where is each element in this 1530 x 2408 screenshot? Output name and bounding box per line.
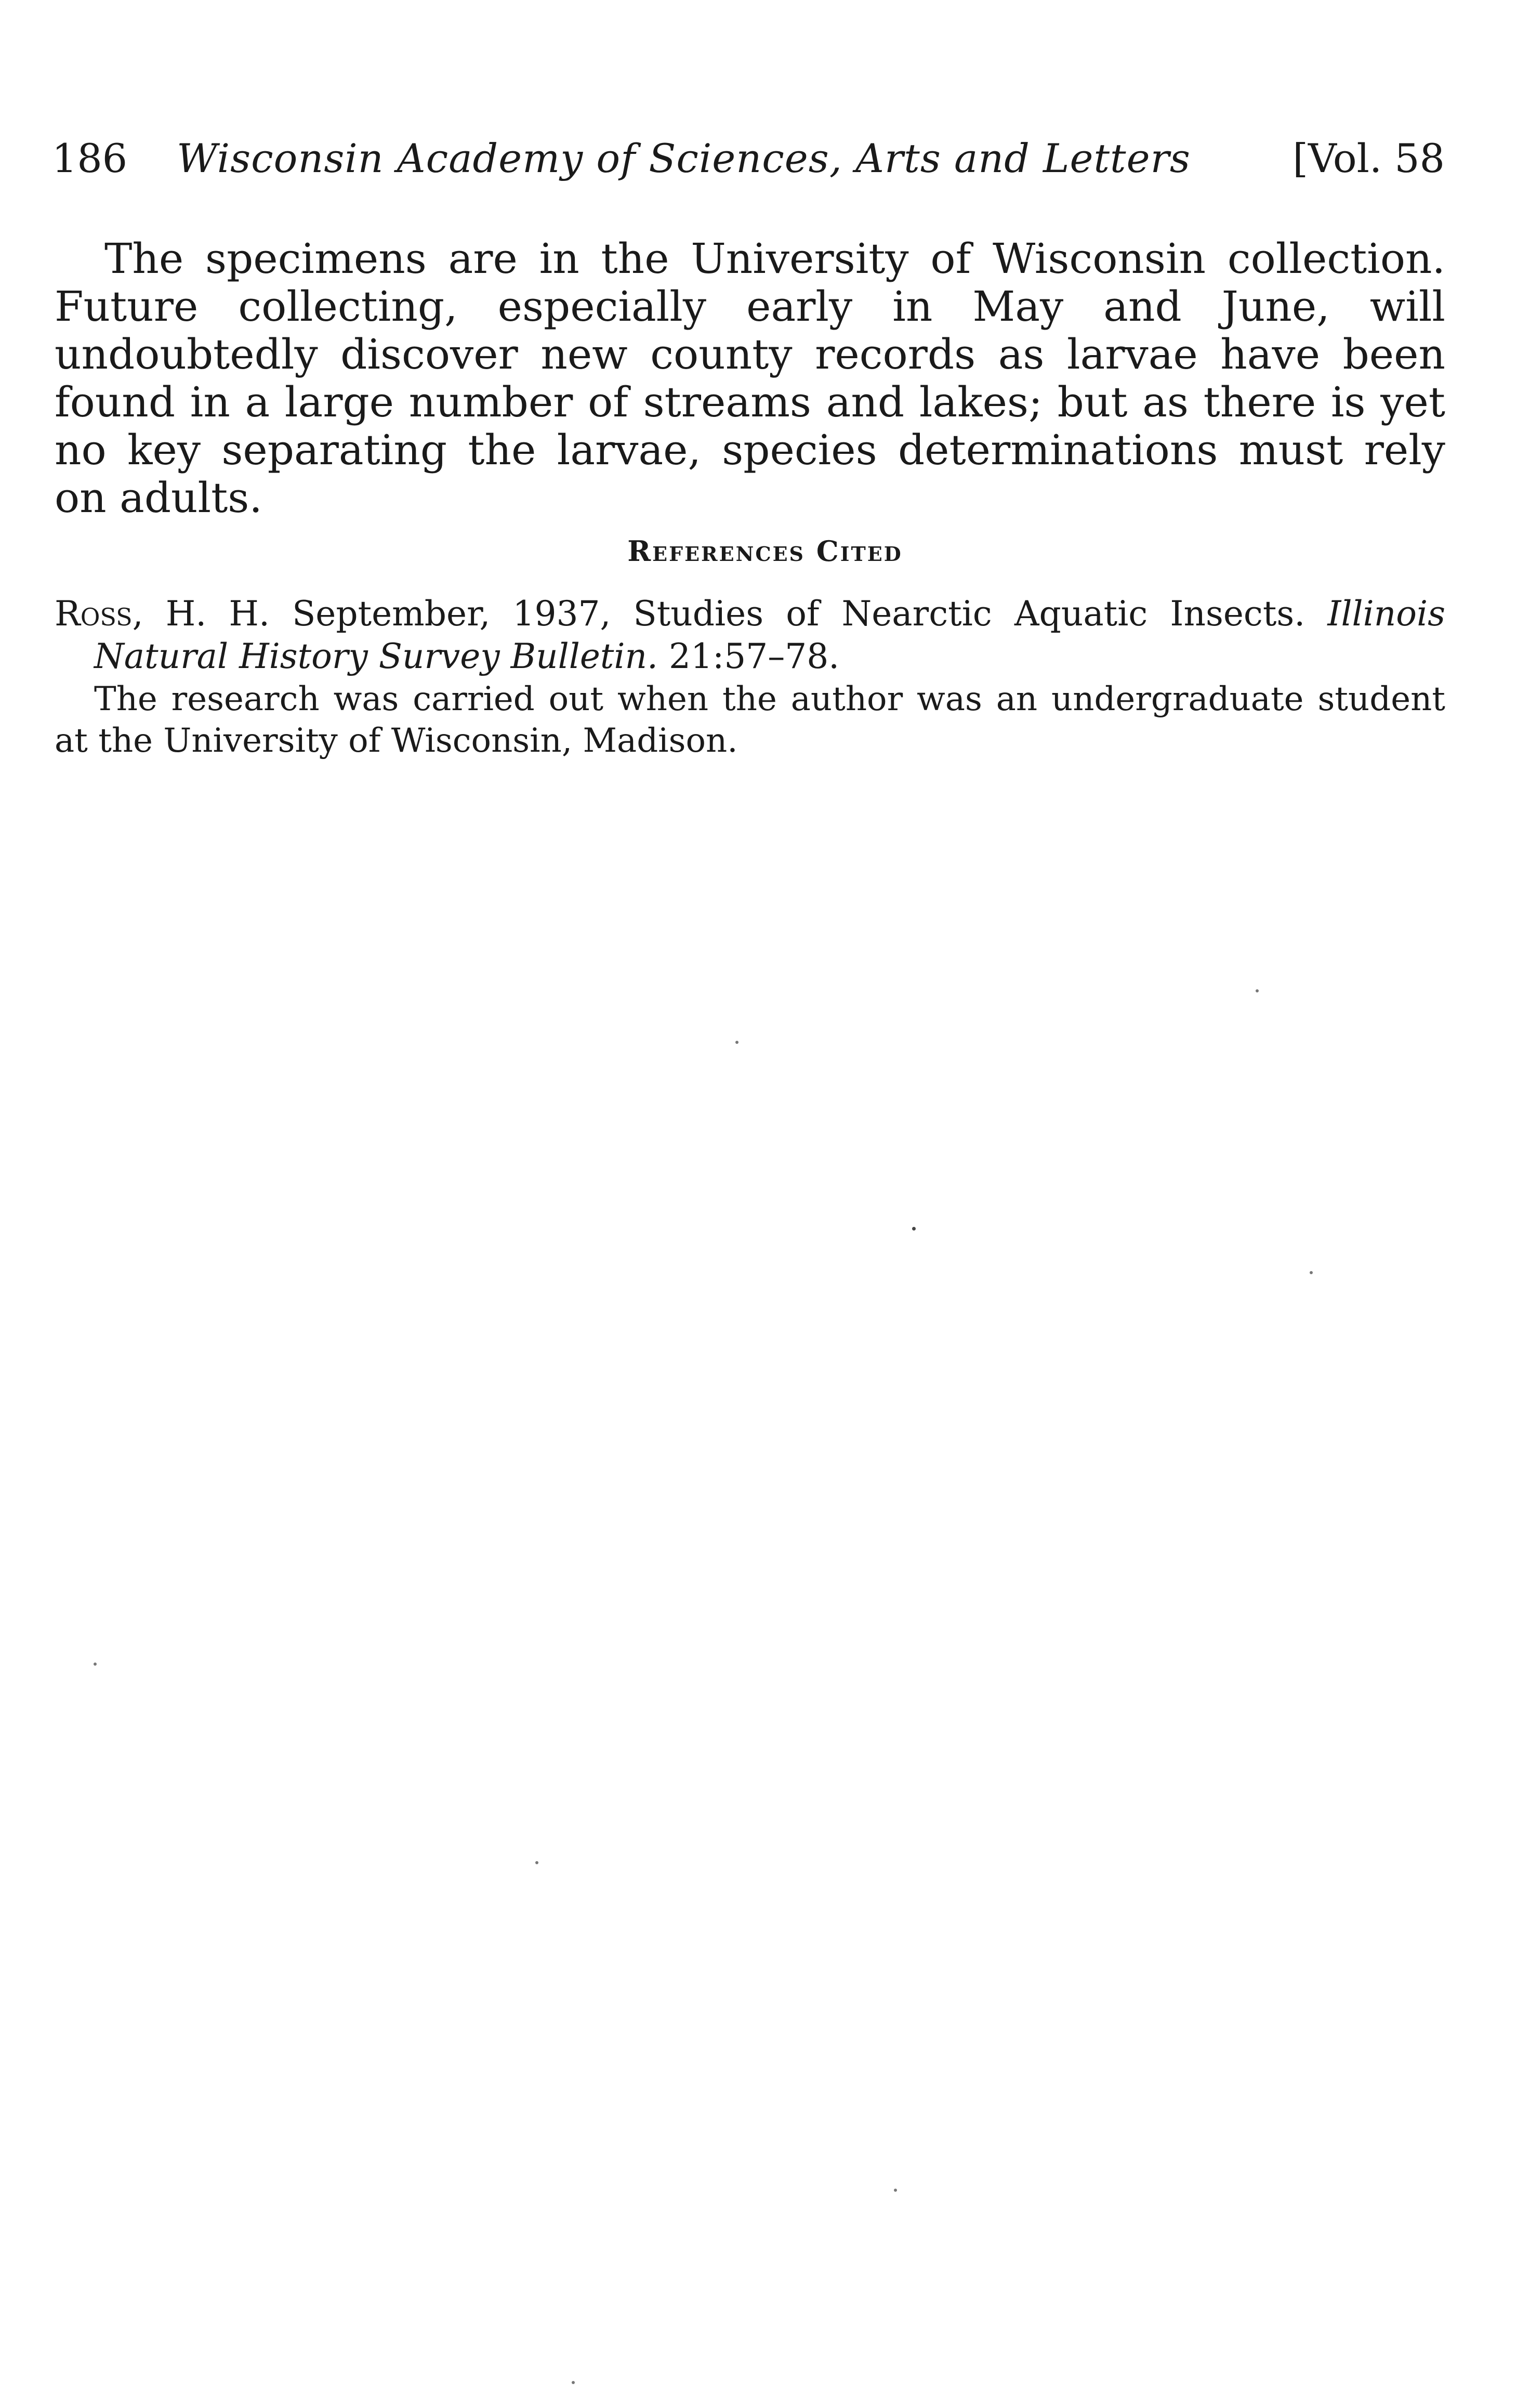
scan-speck	[894, 2189, 897, 2192]
reference-journal: Illinois Natural History Survey Bulletin.	[94, 594, 1445, 676]
reference-citation: 21:57–78.	[658, 636, 840, 676]
references-heading: References Cited	[627, 534, 903, 568]
scan-speck	[535, 1861, 538, 1864]
scan-speck	[1256, 989, 1259, 992]
scan-speck	[572, 2381, 575, 2384]
scan-speck	[1310, 1271, 1313, 1274]
running-header	[52, 130, 1445, 187]
scan-speck	[735, 1041, 738, 1044]
volume-number: [Vol. 58	[1292, 135, 1445, 181]
scan-speck	[94, 1663, 97, 1666]
scan-speck	[912, 1227, 916, 1231]
reference-author: Ross, H. H.	[55, 594, 270, 634]
page-number: 186	[52, 135, 128, 181]
body-paragraph: The specimens are in the University of Wisconsin collection. Future collecting, especially early in May and June, will undoubtedly discover new county records as larvae have been found in a large number of streams and lakes; but as there is yet no key separating the larvae, species determinations must rely on adults.	[55, 234, 1445, 522]
journal-title: Wisconsin Academy of Sciences, Arts and Letters	[177, 135, 1191, 181]
reference-title: September, 1937, Studies of Nearctic Aquatic Insects.	[269, 594, 1328, 634]
author-footnote: The research was carried out when the author was an undergraduate student at the University of Wisconsin, Madison.	[55, 680, 1445, 760]
reference-entry	[55, 593, 1445, 678]
